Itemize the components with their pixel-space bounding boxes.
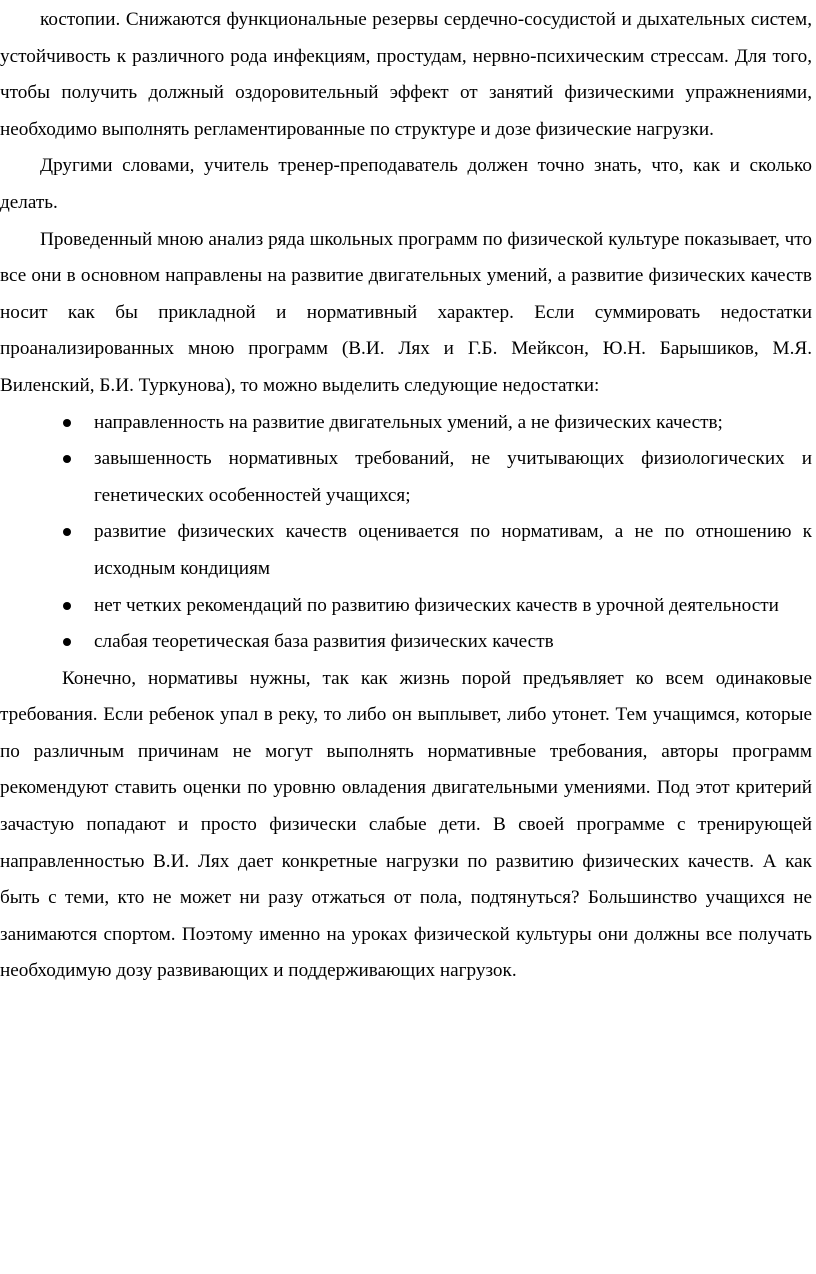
list-item (0, 624, 812, 661)
list-item-text: развитие физических качеств оценивается по нормативам, а не по отношению к исходным кондициям (94, 521, 812, 579)
list-item (0, 514, 812, 587)
document-body (0, 2, 812, 990)
list-item (0, 441, 812, 514)
list-item-text: завышенность нормативных требований, не учитывающих физиологических и генетических особенностей учащихся; (94, 448, 812, 506)
list-item-text: слабая теоретическая база развития физических качеств (94, 631, 554, 653)
list-item (0, 405, 812, 442)
list-item (0, 588, 812, 625)
list-item-text: направленность на развитие двигательных умений, а не физических качеств; (94, 411, 723, 433)
list-item-text: нет четких рекомендаций по развитию физических качеств в урочной деятельности (94, 594, 779, 616)
paragraph: Проведенный мною анализ ряда школьных программ по физической культуре показывает, что все они в основном направлены на развитие двигательных умений, а развитие физических качеств носит как бы прикладной и нормативный характер. Если суммировать недостатки проанализированных мною программ (В.И. Лях и Г.Б. Мейксон, Ю.Н. Барышиков, М.Я. Виленский, Б.И. Туркунова), то можно выделить следующие недостатки: (0, 228, 812, 396)
paragraph: Конечно, нормативы нужны, так как жизнь порой предъявляет ко всем одинаковые требования. Если ребенок упал в реку, то либо он выплывет, либо утонет. Тем учащимся, которые по различным причинам не могут выполнять нормативные требования, авторы программ рекомендуют ставить оценки по уровню овладения двигательными умениями. Под этот критерий зачастую попадают и просто физически слабые дети. В своей программе с тренирующей направленностью В.И. Лях дает конкретные нагрузки по развитию физических качеств. А как быть с теми, кто не может ни разу отжаться от пола, подтянуться? Большинство учащихся не занимаются спортом. Поэтому именно на уроках физической культуры они должны все получать необходимую дозу развивающих и поддерживающих нагрузок. (0, 667, 812, 982)
paragraph: костопии. Снижаются функциональные резервы сердечно-сосудистой и дыхательных систем, устойчивость к различного рода инфекциям, простудам, нервно-психическим стрессам. Для того, чтобы получить должный оздоровительный эффект от занятий физическими упражнениями, необходимо выполнять регламентированные по структуре и дозе физические нагрузки. (0, 9, 812, 140)
paragraph: Другими словами, учитель тренер-преподаватель должен точно знать, что, как и сколько делать. (0, 155, 812, 213)
bullet-list (0, 405, 812, 661)
